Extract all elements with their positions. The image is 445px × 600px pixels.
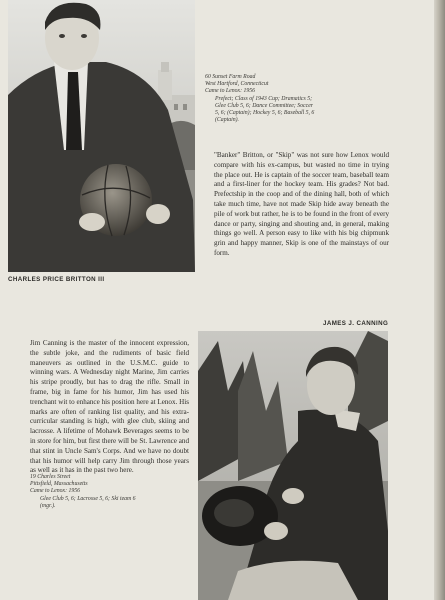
activities-line: (mgr.). bbox=[40, 502, 56, 509]
canning-photo-art bbox=[198, 331, 388, 600]
britton-address-block bbox=[205, 74, 395, 124]
canning-address-block bbox=[30, 474, 190, 510]
page-gutter-shadow bbox=[434, 0, 445, 600]
activities-line: 5, 6; (Captain); Hockey 5, 6; Baseball 5, 6 bbox=[215, 110, 315, 117]
britton-bio-paragraph: "Banker" Britton, or "Skip" was not sure how Lenox would compare with his ex-campus, but wasted no time in trying the place out. He is captain of the soccer team, baseball team and a first-liner for the hockey team. His grades? Not bad. Prefectship in the coop and of the dining hall, both of which take much time, have not made Skip hide away beneath the pile of work but rather, he is to be found in the front of every dance or party, singing and shouting and, in general, making things go well. A person easy to like with his big chipmunk grin and happy manner, Skip is one of the mainstays of our form. bbox=[214, 151, 389, 257]
address-line: Pittsfield, Massachusetts bbox=[30, 481, 88, 488]
address-line: 60 Sunset Farm Road bbox=[205, 74, 256, 80]
address-line: Came to Lenox: 1956 bbox=[205, 88, 256, 95]
canning-bio-paragraph: Jim Canning is the master of the innocent expression, the subtle joke, and the rudiments of basic field maneuvers as outlined in the U.S.M.C. guide to winning wars. A Wednesday night Marine, Jim carries his stripe proudly, but has to drag the rifle. Small in frame, big in fame for his humor, Jim has used his trenchant wit to enhance his position here at Lenox. His marks are often of ranking list quality, and his extra-curricular standing is high, with glee club, skiing and lacrosse. A lifetime of Mohawk Beverages seems to be in store for him, but first there will be St. Lawrence and that stint in Uncle Sam's Corps. And we have no doubt that his humor will help carry Jim through those years as well as it has in the past two here. bbox=[30, 339, 189, 475]
activities-line: Glee Club 5, 6; Dance Committee; Soccer bbox=[215, 102, 314, 109]
britton-portrait-photo bbox=[8, 0, 195, 272]
canning-portrait-photo bbox=[198, 331, 388, 600]
address-line: Came to Lenox: 1956 bbox=[30, 488, 81, 495]
address-line: West Hartford, Connecticut bbox=[205, 81, 269, 88]
activities-line: (Captain). bbox=[215, 117, 239, 124]
britton-photo-art bbox=[8, 0, 195, 272]
activities-line: Glee Club 5, 6; Lacrosse 5, 6; Ski team 6 bbox=[40, 495, 136, 502]
address-line: 19 Charles Street bbox=[30, 474, 71, 480]
canning-name-caption: JAMES J. CANNING bbox=[323, 320, 389, 327]
activities-line: Prefect; Class of 1943 Cup; Dramatics 5; bbox=[215, 95, 313, 102]
britton-name-caption: CHARLES PRICE BRITTON III bbox=[8, 276, 105, 283]
